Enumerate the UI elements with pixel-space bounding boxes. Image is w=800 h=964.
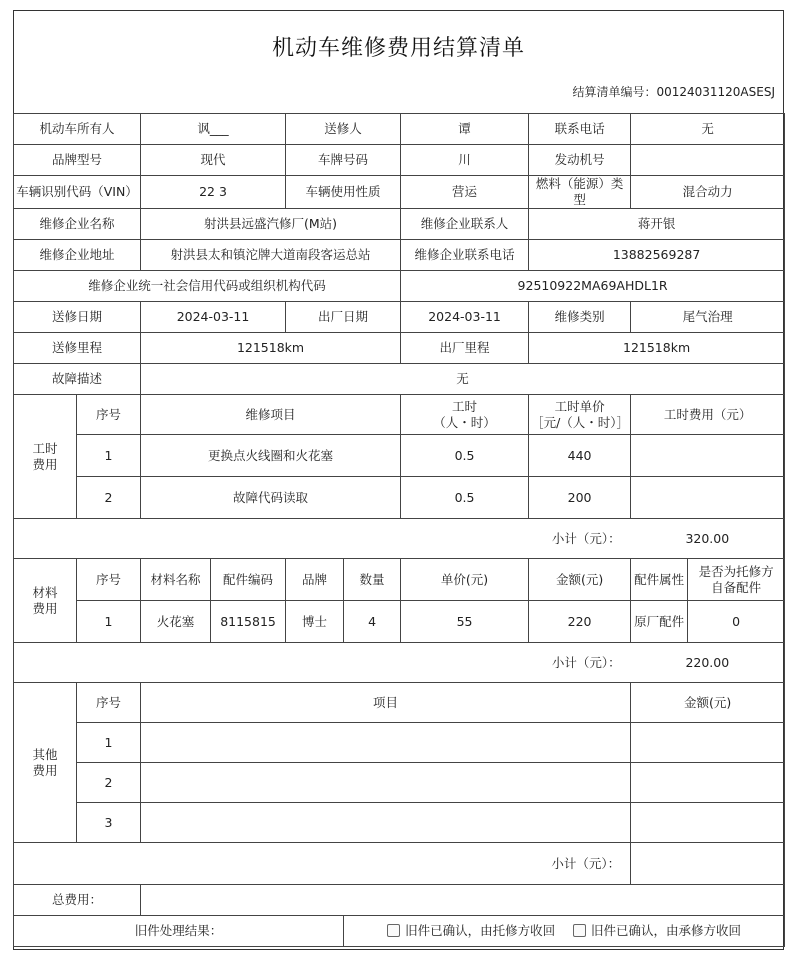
labor-subtotal-value: 320.00: [631, 519, 785, 559]
info-row-shop: [14, 209, 785, 240]
other-row-item: [141, 763, 631, 803]
labor-row-no: 2: [77, 477, 141, 519]
info-row-address: [14, 240, 785, 271]
material-row-self: 0: [688, 601, 785, 643]
other-header-amount: 金额(元): [631, 683, 785, 723]
other-subtotal-label: 小计（元）：: [14, 843, 631, 885]
material-row-no: 1: [77, 601, 141, 643]
brand-value: 现代: [141, 145, 286, 176]
material-row-brand: 博士: [286, 601, 344, 643]
material-header-price: 单价(元): [401, 559, 529, 601]
labor-section-label: 工时 费用: [14, 395, 77, 519]
info-row-mileage: [14, 333, 785, 364]
in-date-label: 送修日期: [14, 302, 141, 333]
info-row-fault: [14, 364, 785, 395]
other-row-no: 1: [77, 723, 141, 763]
engine-label: 发动机号: [529, 145, 631, 176]
material-row-attr: 原厂配件: [631, 601, 688, 643]
page-title: 机动车维修费用结算清单: [271, 36, 525, 61]
usage-label: 车辆使用性质: [286, 176, 401, 209]
labor-row-item: 故障代码读取: [141, 477, 401, 519]
labor-header-hours: 工时 （人・时）: [401, 395, 529, 435]
document-number: 结算清单编号：00124031120ASESJ: [572, 85, 775, 99]
old-parts-option1-checkbox[interactable]: [387, 924, 400, 937]
owner-label: 机动车所有人: [14, 114, 141, 145]
material-header-code: 配件编码: [211, 559, 286, 601]
material-header-name: 材料名称: [141, 559, 211, 601]
shop-phone-label: 维修企业联系电话: [401, 240, 529, 271]
material-subtotal-row: [14, 643, 785, 683]
contact-value: 蒋开银: [529, 209, 785, 240]
out-date-value: 2024-03-11: [401, 302, 529, 333]
table-row: [14, 477, 785, 519]
address-label: 维修企业地址: [14, 240, 141, 271]
material-header-attr: 配件属性: [631, 559, 688, 601]
table-row: [14, 601, 785, 643]
credit-code-label: 维修企业统一社会信用代码或组织机构代码: [14, 271, 401, 302]
phone-value: 无: [631, 114, 785, 145]
labor-row-rate: 200: [529, 477, 631, 519]
material-header-amount: 金额(元): [529, 559, 631, 601]
material-row-price: 55: [401, 601, 529, 643]
material-subtotal-label: 小计（元）：: [14, 643, 631, 683]
other-row-amount: [631, 723, 785, 763]
old-parts-option2-label: 旧件已确认，由承修方收回: [591, 923, 742, 938]
shop-phone-value: 13882569287: [529, 240, 785, 271]
labor-row-fee: [631, 477, 785, 519]
table-row: [14, 763, 785, 803]
labor-subtotal-label: 小计（元）：: [14, 519, 631, 559]
sender-value: 谭: [401, 114, 529, 145]
labor-row-item: 更换点火线圈和火花塞: [141, 435, 401, 477]
other-subtotal-value: [631, 843, 785, 885]
vin-label: 车辆识别代码（VIN）: [14, 176, 141, 209]
labor-header-rate: 工时单价 ［元/（人・时）］: [529, 395, 631, 435]
fault-value: 无: [141, 364, 785, 395]
address-value: 射洪县太和镇沱牌大道南段客运总站: [141, 240, 401, 271]
out-mileage-label: 出厂里程: [401, 333, 529, 364]
info-row-dates: [14, 302, 785, 333]
fuel-label: 燃料（能源）类型: [529, 176, 631, 209]
fault-label: 故障描述: [14, 364, 141, 395]
other-header-row: [14, 683, 785, 723]
old-parts-option1-label: 旧件已确认，由托修方收回: [405, 923, 556, 938]
other-row-item: [141, 723, 631, 763]
shop-label: 维修企业名称: [14, 209, 141, 240]
labor-row-hours: 0.5: [401, 435, 529, 477]
old-parts-row: [14, 916, 785, 947]
contact-label: 维修企业联系人: [401, 209, 529, 240]
material-header-qty: 数量: [344, 559, 401, 601]
other-subtotal-row: [14, 843, 785, 885]
phone-label: 联系电话: [529, 114, 631, 145]
labor-row-rate: 440: [529, 435, 631, 477]
labor-subtotal-row: [14, 519, 785, 559]
other-row-no: 3: [77, 803, 141, 843]
material-header-row: [14, 559, 785, 601]
old-parts-options: [344, 916, 785, 947]
out-date-label: 出厂日期: [286, 302, 401, 333]
fuel-value: 混合动力: [631, 176, 785, 209]
vin-value: 22 3: [141, 176, 286, 209]
labor-header-item: 维修项目: [141, 395, 401, 435]
brand-label: 品牌型号: [14, 145, 141, 176]
labor-header-fee: 工时费用（元）: [631, 395, 785, 435]
table-row: [14, 803, 785, 843]
material-row-code: 8115815: [211, 601, 286, 643]
material-subtotal-value: 220.00: [631, 643, 785, 683]
info-row-vin: [14, 176, 785, 209]
old-parts-option2-checkbox[interactable]: [573, 924, 586, 937]
plate-value: 川: [401, 145, 529, 176]
labor-row-fee: [631, 435, 785, 477]
table-row: [14, 723, 785, 763]
total-row: [14, 885, 785, 916]
repair-type-value: 尾气治理: [631, 302, 785, 333]
other-row-no: 2: [77, 763, 141, 803]
in-mileage-label: 送修里程: [14, 333, 141, 364]
other-row-item: [141, 803, 631, 843]
credit-code-value: 92510922MA69AHDL1R: [401, 271, 785, 302]
in-date-value: 2024-03-11: [141, 302, 286, 333]
engine-value: [631, 145, 785, 176]
info-row-owner: [14, 114, 785, 145]
other-header-item: 项目: [141, 683, 631, 723]
material-row-amount: 220: [529, 601, 631, 643]
other-row-amount: [631, 763, 785, 803]
material-header-self: 是否为托修方 自备配件: [688, 559, 785, 601]
total-value: [141, 885, 785, 916]
settlement-table: [13, 113, 785, 947]
plate-label: 车牌号码: [286, 145, 401, 176]
total-label: 总费用：: [14, 885, 141, 916]
material-header-brand: 品牌: [286, 559, 344, 601]
material-row-qty: 4: [344, 601, 401, 643]
labor-row-hours: 0.5: [401, 477, 529, 519]
sender-label: 送修人: [286, 114, 401, 145]
info-row-brand: [14, 145, 785, 176]
shop-value: 射洪县远盛汽修厂(M站): [141, 209, 401, 240]
out-mileage-value: 121518km: [529, 333, 785, 364]
material-section-label: 材料 费用: [14, 559, 77, 643]
other-row-amount: [631, 803, 785, 843]
labor-header-no: 序号: [77, 395, 141, 435]
labor-header-row: [14, 395, 785, 435]
owner-value: 讽___: [141, 114, 286, 145]
info-row-credit: [14, 271, 785, 302]
table-row: [14, 435, 785, 477]
material-row-name: 火花塞: [141, 601, 211, 643]
other-section-label: 其他 费用: [14, 683, 77, 843]
old-parts-label: 旧件处理结果：: [14, 916, 344, 947]
usage-value: 营运: [401, 176, 529, 209]
material-header-no: 序号: [77, 559, 141, 601]
in-mileage-value: 121518km: [141, 333, 401, 364]
repair-type-label: 维修类别: [529, 302, 631, 333]
labor-row-no: 1: [77, 435, 141, 477]
other-header-no: 序号: [77, 683, 141, 723]
